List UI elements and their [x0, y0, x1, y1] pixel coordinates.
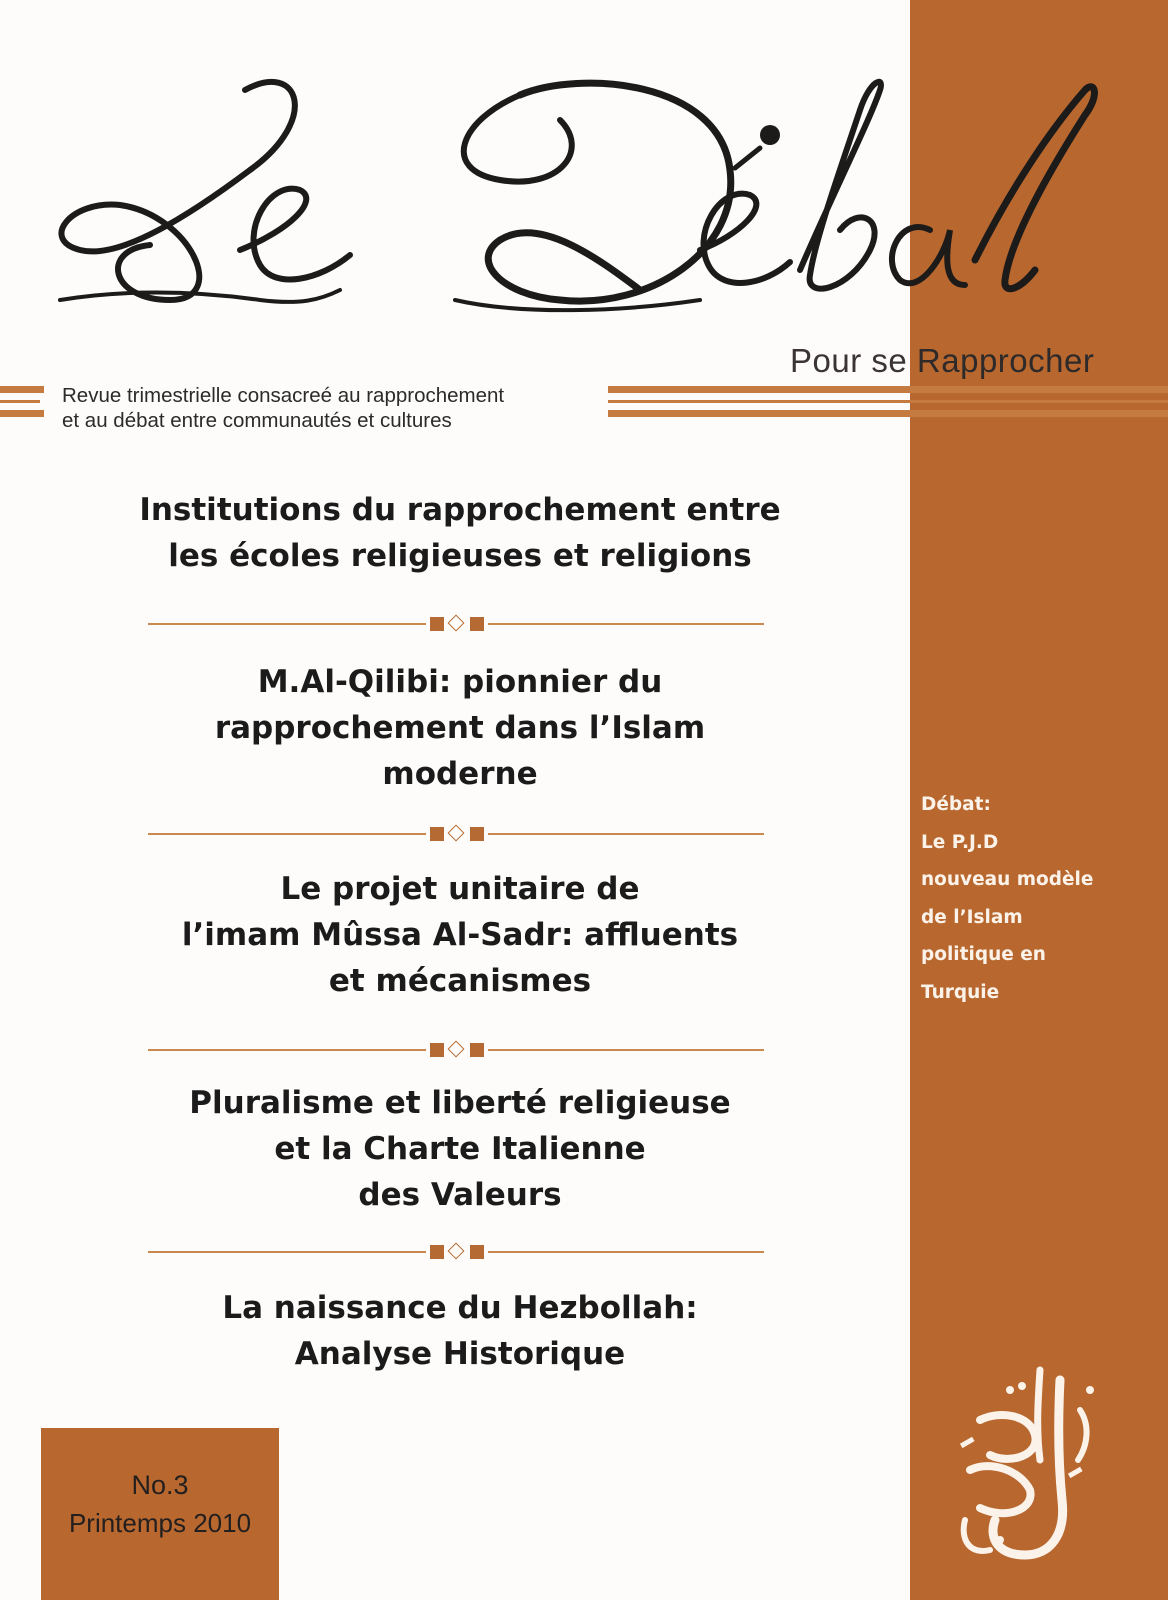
- headline-line: et la Charte Italienne: [274, 1131, 646, 1167]
- tagline-part1: Pour se: [790, 342, 917, 379]
- stripe-left-3: [0, 410, 44, 417]
- article-headline: [40, 866, 880, 1004]
- headline-line: Le projet unitaire de: [280, 871, 640, 907]
- headline-line: des Valeurs: [358, 1177, 562, 1213]
- article-headline: [40, 487, 880, 579]
- ornament-divider: [148, 614, 764, 634]
- masthead-subtitle: [62, 383, 504, 433]
- headline-line: les écoles religieuses et religions: [168, 538, 752, 574]
- masthead-logo: [0, 0, 1168, 380]
- ornament-divider: [148, 1040, 764, 1060]
- headline-line: La naissance du Hezbollah:: [222, 1290, 698, 1326]
- article-headline: [40, 1080, 880, 1218]
- subtitle-line: et au débat entre communautés et cultures: [62, 409, 452, 432]
- headline-line: Analyse Historique: [294, 1336, 626, 1372]
- stripe-right-3: [608, 410, 1168, 417]
- issue-season: Printemps 2010: [68, 1508, 252, 1538]
- headline-line: l’imam Mûssa Al-Sadr: affluents: [181, 917, 739, 953]
- stripe-right-2: [608, 400, 1168, 403]
- sidebar-line: nouveau modèle: [921, 869, 1094, 890]
- article-headline: [40, 1285, 880, 1377]
- ornament-divider: [148, 824, 764, 844]
- headline-line: M.Al-Qilibi: pionnier du: [257, 664, 663, 700]
- stripe-right-1: [608, 386, 1168, 393]
- sidebar-line: Turquie: [921, 981, 1000, 1003]
- headline-line: Pluralisme et liberté religieuse: [189, 1085, 731, 1121]
- arabic-calligraphy-logo: [940, 1350, 1120, 1570]
- stripe-left-2: [0, 400, 40, 403]
- sidebar-teaser: [921, 786, 1093, 1011]
- headline-line: Institutions du rapprochement entre: [139, 492, 781, 528]
- ornament-divider: [148, 1242, 764, 1262]
- sidebar-line: Le P.J.D: [921, 831, 999, 853]
- subtitle-line: Revue trimestrielle consacreé au rapprochement: [62, 384, 505, 407]
- headline-line: et mécanismes: [328, 963, 592, 999]
- sidebar-line: politique en: [921, 944, 1046, 965]
- headline-line: rapprochement dans l’Islam: [214, 710, 706, 746]
- masthead-tagline: [790, 342, 1094, 380]
- article-headline: [40, 659, 880, 797]
- tagline-part2: Rapprocher: [916, 342, 1095, 379]
- sidebar-line: de l’Islam: [921, 906, 1023, 928]
- issue-box: [41, 1428, 279, 1600]
- headline-line: moderne: [382, 756, 538, 792]
- stripe-left-1: [0, 386, 44, 393]
- issue-number: No.3: [131, 1470, 189, 1500]
- sidebar-line: Débat:: [921, 794, 991, 815]
